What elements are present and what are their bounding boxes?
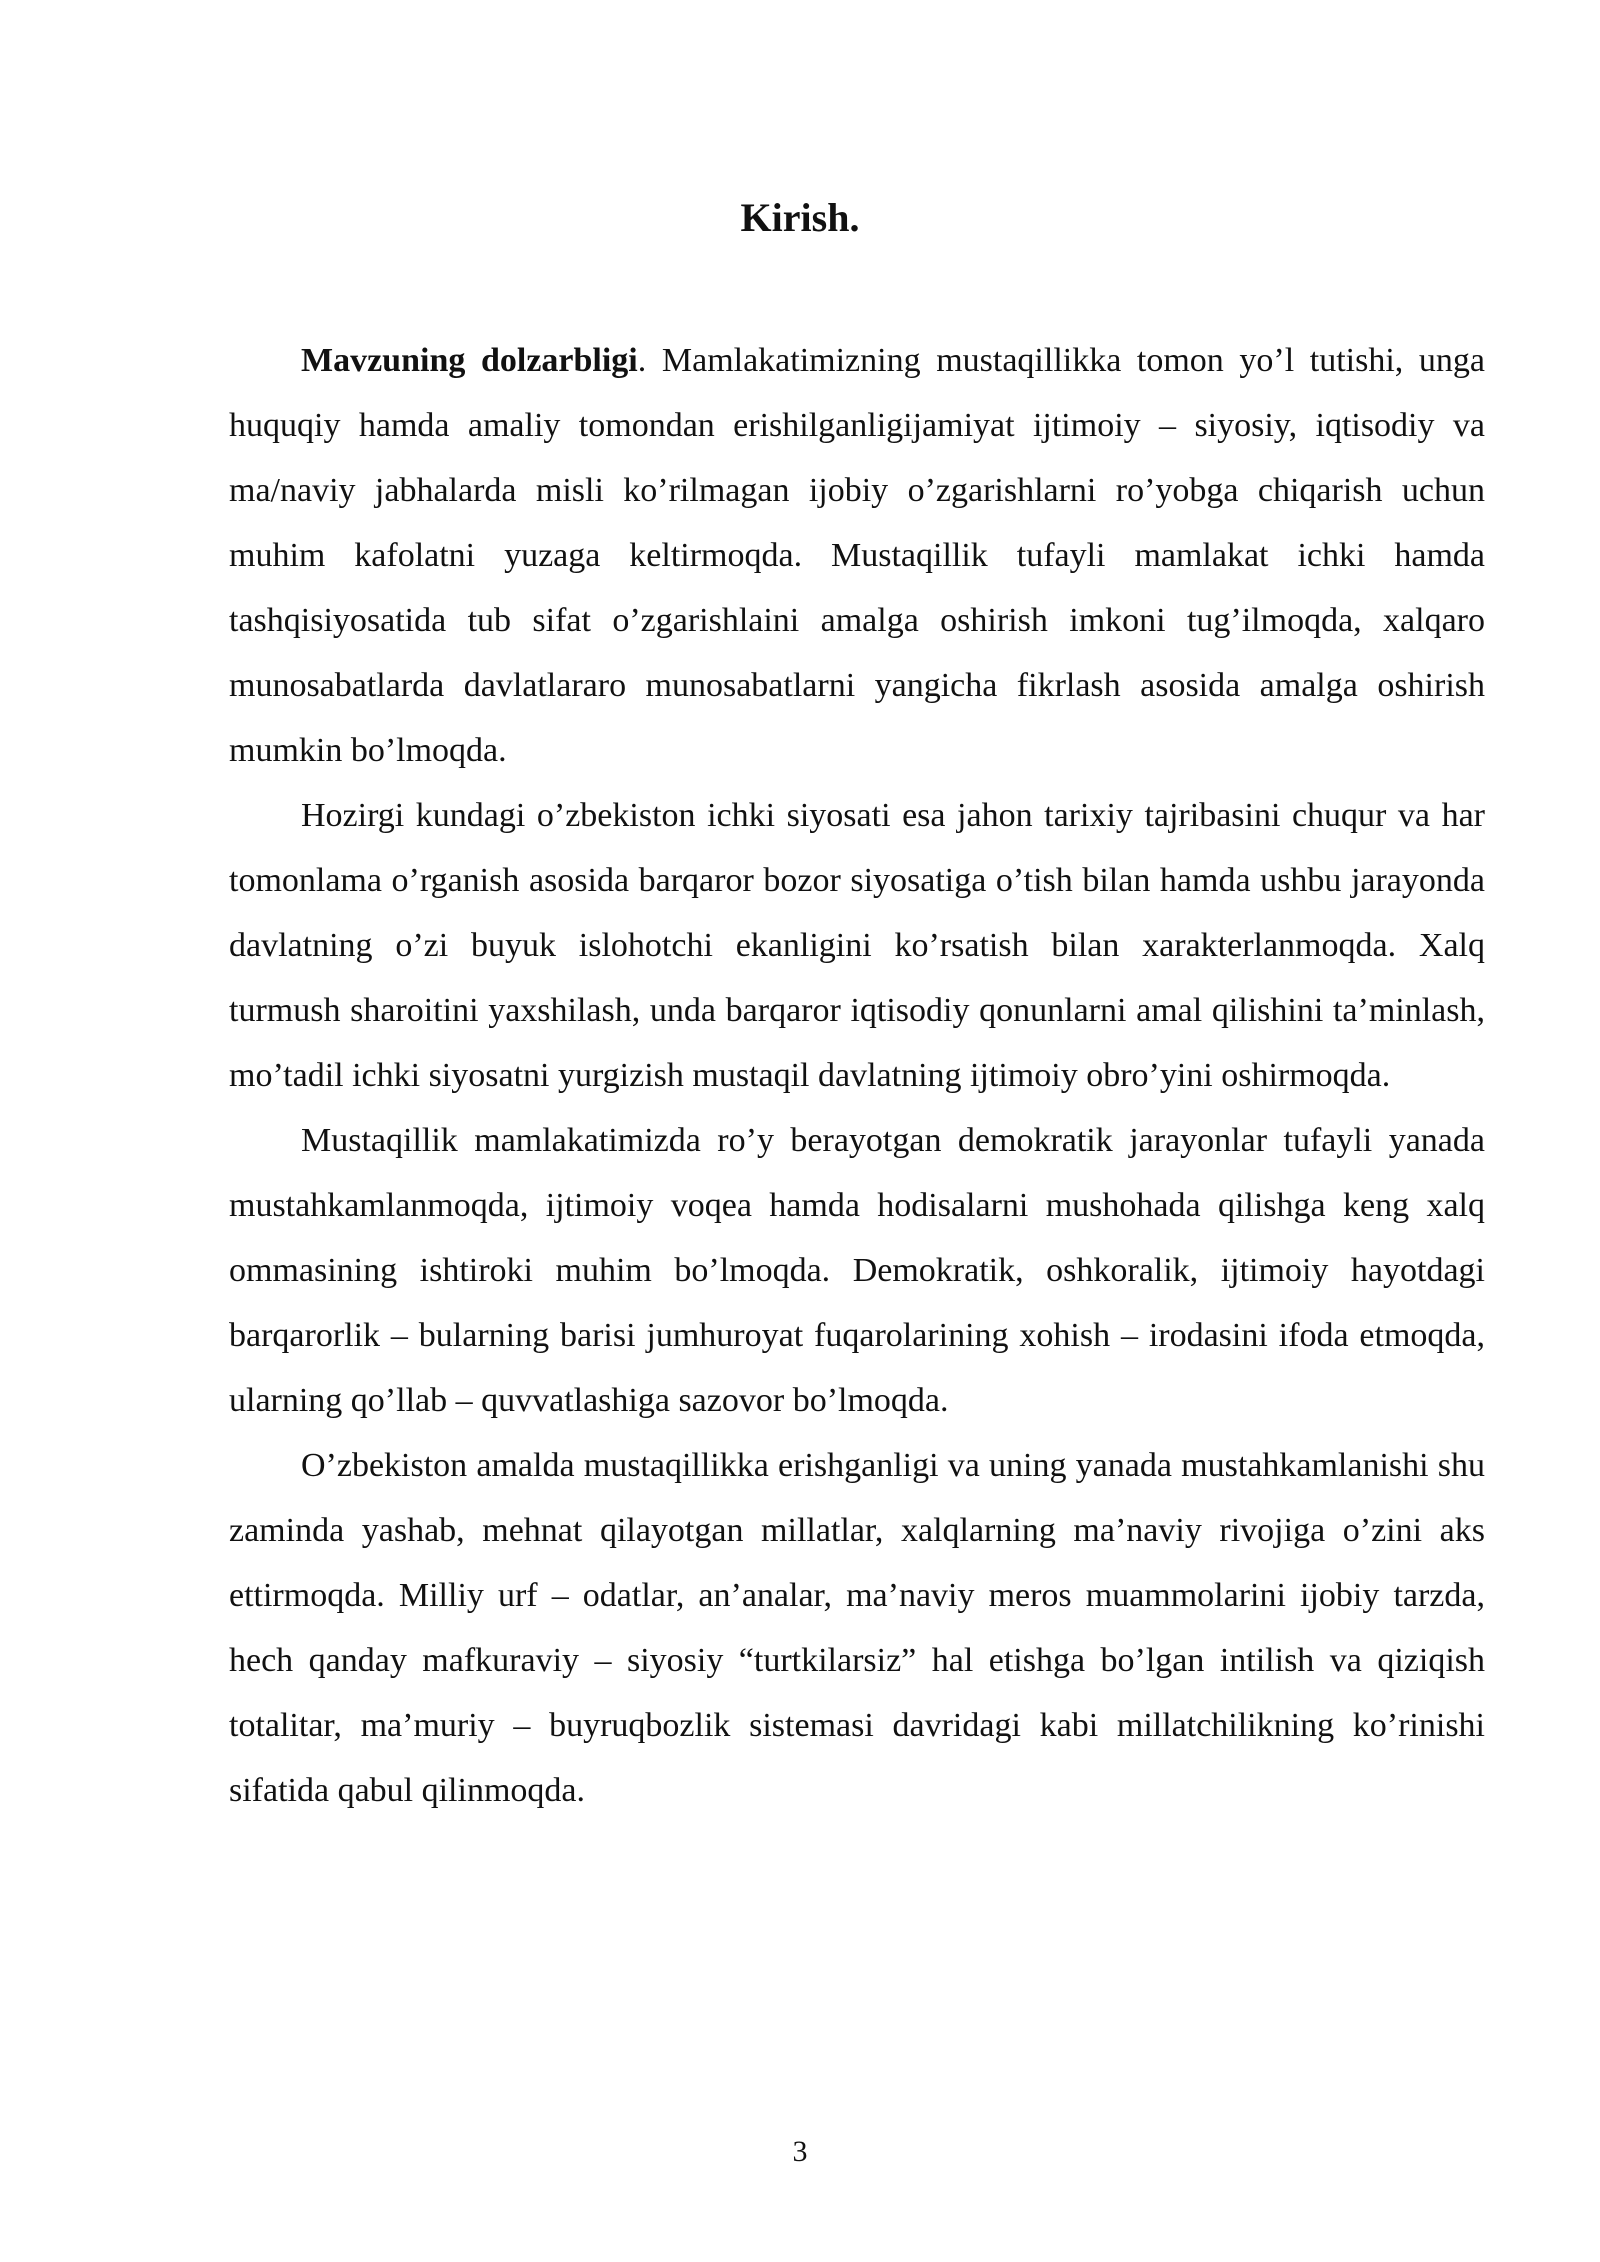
page-title: Kirish. (740, 195, 860, 240)
paragraph-3: Mustaqillik mamlakatimizda ro’y berayotgan demokratik jarayonlar tufayli yanada mustahkamlanmoqda, ijtimoiy voqea hamda hodisalarni mushohada qilishga keng xalq ommasining ishtiroki muhim bo’lmoqda. Demokratik, oshkoralik, ijtimoiy hayotdagi barqarorlik – bularning barisi jumhuroyat fuqarolarining xohish – irodasini ifoda etmoqda, ularning qo’llab – quvvatlashiga sazovor bo’lmoqda. (229, 1122, 1485, 1419)
body-text (229, 328, 1485, 1823)
paragraph-2: Hozirgi kundagi o’zbekiston ichki siyosati esa jahon tarixiy tajribasini chuqur va har tomonlama o’rganish asosida barqaror bozor siyosatiga o’tish bilan hamda ushbu jarayonda davlatning o’zi buyuk islohotchi ekanligini ko’rsatish bilan xarakterlanmoqda. Xalq turmush sharoitini yaxshilash, unda barqaror iqtisodiy qonunlarni amal qilishini ta’minlash, mo’tadil ichki siyosatni yurgizish mustaqil davlatning ijtimoiy obro’yini oshirmoqda. (229, 797, 1485, 1094)
paragraph-1 (229, 328, 1485, 783)
paragraph-text: . Mamlakatimizning mustaqillikka tomon yo’l tutishi, unga huquqiy hamda amaliy tomondan erishilganligijamiyat ijtimoiy – siyosiy, iqtisodiy va ma/naviy jabhalarda misli ko’rilmagan ijobiy o’zgarishlarni ro’yobga chiqarish uchun muhim kafolatni yuzaga keltirmoqda. Mustaqillik tufayli mamlakat ichki hamda tashqisiyosatida tub sifat o’zgarishlaini amalga oshirish imkoni tug’ilmoqda, xalqaro munosabatlarda davlatlararo munosabatlarni yangicha fikrlash asosida amalga oshirish mumkin bo’lmoqda. (229, 342, 1486, 769)
page-number: 3 (792, 2135, 808, 2168)
paragraph-4: O’zbekiston amalda mustaqillikka erishganligi va uning yanada mustahkamlanishi shu zaminda yashab, mehnat qilayotgan millatlar, xalqlarning ma’naviy rivojiga o’zini aks ettirmoqda. Milliy urf – odatlar, an’analar, ma’naviy meros muammolarini ijobiy tarzda, hech qanday mafkuraviy – siyosiy “turtkilarsiz” hal etishga bo’lgan intilish va qiziqish totalitar, ma’muriy – buyruqbozlik sistemasi davridagi kabi millatchilikning ko’rinishi sifatida qabul qilinmoqda. (229, 1447, 1485, 1809)
paragraph-lead: Mavzuning dolzarbligi (301, 342, 638, 379)
